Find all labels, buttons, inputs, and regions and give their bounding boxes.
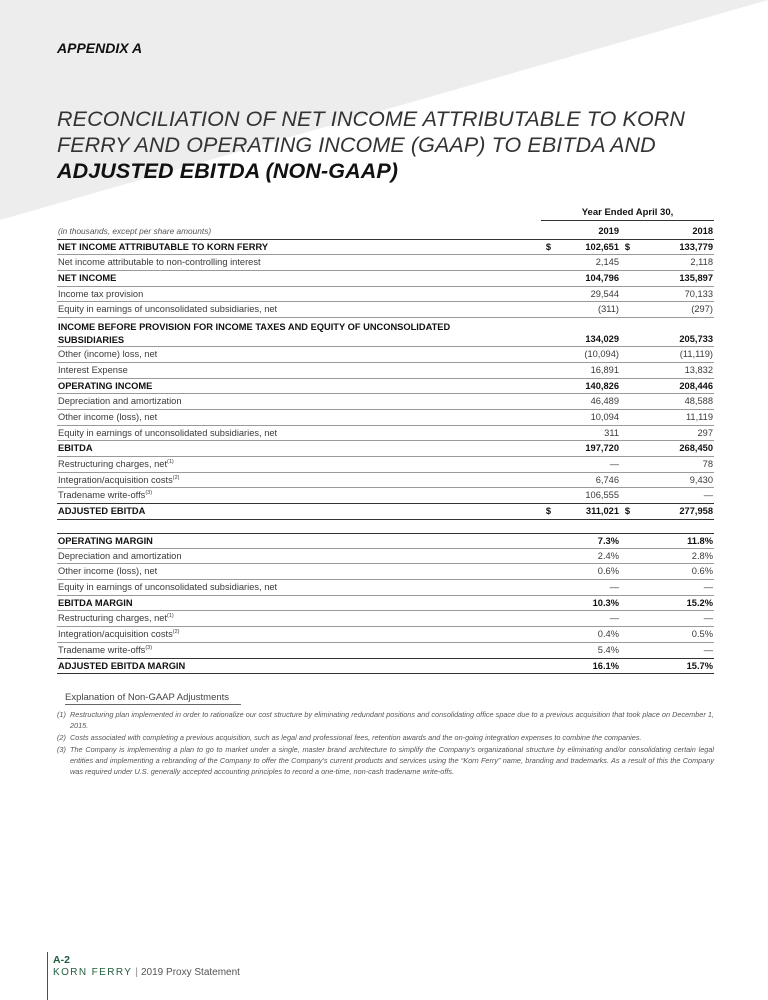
- value-2018: —: [633, 488, 714, 504]
- row-label: [57, 611, 541, 627]
- period-header-rule: [541, 220, 714, 221]
- row-label: Other (income) loss, net: [57, 347, 541, 363]
- value-2018: —: [633, 611, 714, 627]
- row-label: [57, 457, 541, 473]
- footnote-ref: (2): [172, 629, 180, 636]
- footnote-ref: (3): [145, 490, 153, 497]
- row-label: OPERATING INCOME: [57, 379, 541, 395]
- row-label: [57, 318, 541, 347]
- value-2019: 0.4%: [554, 627, 620, 643]
- footnote: [57, 709, 714, 731]
- currency-symbol: $: [541, 240, 554, 256]
- row-label: Depreciation and amortization: [57, 549, 541, 565]
- row-label: Net income attributable to non-controlling interest: [57, 255, 541, 271]
- row-label: EBITDA: [57, 441, 541, 457]
- value-2019: 2.4%: [554, 549, 620, 565]
- footnote-number: (3): [57, 745, 66, 754]
- row-label: OPERATING MARGIN: [57, 533, 541, 549]
- row-label: NET INCOME ATTRIBUTABLE TO KORN FERRY: [57, 240, 541, 256]
- value-2018: 133,779: [633, 240, 714, 256]
- row-label: NET INCOME: [57, 271, 541, 287]
- column-header-2019: 2019: [554, 224, 620, 240]
- value-2018: 13,832: [633, 363, 714, 379]
- value-2019: 16.1%: [554, 659, 620, 675]
- title-line-2: FERRY AND OPERATING INCOME (GAAP) TO EBITDA AND: [57, 133, 656, 157]
- value-2019: 197,720: [554, 441, 620, 457]
- value-2018: 0.5%: [633, 627, 714, 643]
- value-2018: 268,450: [633, 441, 714, 457]
- footnote-number: (2): [57, 733, 66, 742]
- footnote: [57, 744, 714, 777]
- row-label-text: Integration/acquisition costs: [58, 629, 173, 640]
- footer-rule: [47, 952, 48, 1000]
- row-label-text: Tradename write-offs: [58, 490, 146, 501]
- title-line-1: RECONCILIATION OF NET INCOME ATTRIBUTABLE TO KORN: [57, 107, 686, 131]
- value-2018: (297): [633, 302, 714, 318]
- value-2019: 104,796: [554, 271, 620, 287]
- row-label-text: Restructuring charges, net: [58, 613, 168, 624]
- value-2019: (10,094): [554, 347, 620, 363]
- margin-table: [57, 533, 714, 674]
- units-note: (in thousands, except per share amounts): [57, 224, 541, 240]
- value-2019: 46,489: [554, 394, 620, 410]
- currency-symbol: $: [541, 504, 554, 520]
- footnote-ref: (3): [145, 644, 153, 651]
- row-label-line-1: INCOME BEFORE PROVISION FOR INCOME TAXES AND EQUITY OF UNCONSOLIDATED: [58, 322, 451, 333]
- company-name: KORN FERRY: [53, 967, 133, 978]
- value-2018: 11.8%: [633, 533, 714, 549]
- notes-heading: Explanation of Non-GAAP Adjustments: [65, 692, 241, 705]
- value-2019: 311: [554, 426, 620, 442]
- row-label: [57, 473, 541, 489]
- footnote-ref: (2): [172, 474, 180, 481]
- reconciliation-table: [57, 224, 714, 520]
- document-name: 2019 Proxy Statement: [141, 967, 240, 978]
- footnote-ref: (1): [167, 458, 174, 465]
- row-label-text: Integration/acquisition costs: [58, 474, 173, 485]
- value-2018: 70,133: [633, 287, 714, 303]
- value-2019: 7.3%: [554, 533, 620, 549]
- value-2019: 106,555: [554, 488, 620, 504]
- page-title: [57, 106, 727, 184]
- footnote: [57, 732, 714, 743]
- row-label: Equity in earnings of unconsolidated subsidiaries, net: [57, 426, 541, 442]
- value-2019: 16,891: [554, 363, 620, 379]
- value-2018: —: [633, 580, 714, 596]
- appendix-label: APPENDIX A: [57, 40, 143, 56]
- currency-symbol: $: [620, 504, 633, 520]
- value-2019: 5.4%: [554, 643, 620, 659]
- footnotes: [57, 709, 714, 778]
- row-label-line-2: SUBSIDIARIES: [58, 334, 125, 345]
- value-2018: 15.2%: [633, 596, 714, 612]
- footer-branding: [53, 967, 240, 978]
- value-2018: 15.7%: [633, 659, 714, 675]
- currency-symbol: $: [620, 240, 633, 256]
- row-label: Other income (loss), net: [57, 564, 541, 580]
- value-2019: 102,651: [554, 240, 620, 256]
- value-2018: 205,733: [633, 318, 714, 347]
- value-2019: 0.6%: [554, 564, 620, 580]
- value-2018: 78: [633, 457, 714, 473]
- footnote-ref: (1): [167, 613, 174, 620]
- row-label: Other income (loss), net: [57, 410, 541, 426]
- row-label: [57, 488, 541, 504]
- footnote-text: The Company is implementing a plan to go to market under a single, master brand architecture to simplify the Company’s organizational structure by eliminating and/or consolidating certain legal entities and implementing a rebranding of the Company to offer the Company’s current products and services using the “Korn Ferry” name, branding and trademarks. As a result of this the Company was required under U.S. generally accepted accounting principles to record a one-time, non-cash tradename write-offs.: [70, 745, 714, 776]
- value-2018: 48,588: [633, 394, 714, 410]
- value-2018: 0.6%: [633, 564, 714, 580]
- row-label: [57, 643, 541, 659]
- value-2018: (11,119): [633, 347, 714, 363]
- row-label: Interest Expense: [57, 363, 541, 379]
- value-2019: 140,826: [554, 379, 620, 395]
- value-2019: 10,094: [554, 410, 620, 426]
- value-2018: 9,430: [633, 473, 714, 489]
- value-2018: 208,446: [633, 379, 714, 395]
- value-2019: 311,021: [554, 504, 620, 520]
- column-header-2018: 2018: [633, 224, 714, 240]
- row-label: Equity in earnings of unconsolidated subsidiaries, net: [57, 302, 541, 318]
- value-2019: 29,544: [554, 287, 620, 303]
- row-label-text: Restructuring charges, net: [58, 458, 168, 469]
- value-2018: 277,958: [633, 504, 714, 520]
- value-2019: 134,029: [554, 318, 620, 347]
- value-2018: 297: [633, 426, 714, 442]
- row-label: Equity in earnings of unconsolidated subsidiaries, net: [57, 580, 541, 596]
- value-2018: —: [633, 643, 714, 659]
- row-label: EBITDA MARGIN: [57, 596, 541, 612]
- row-label: [57, 627, 541, 643]
- value-2019: —: [554, 611, 620, 627]
- value-2018: 2.8%: [633, 549, 714, 565]
- value-2018: 2,118: [633, 255, 714, 271]
- value-2018: 135,897: [633, 271, 714, 287]
- page-number: A-2: [53, 954, 70, 966]
- value-2019: (311): [554, 302, 620, 318]
- title-line-3: ADJUSTED EBITDA (NON-GAAP): [57, 159, 399, 183]
- value-2019: 6,746: [554, 473, 620, 489]
- row-label: Depreciation and amortization: [57, 394, 541, 410]
- footnote-text: Costs associated with completing a previous acquisition, such as legal and professional fees, retention awards and the on-going integration expenses to combine the companies.: [70, 733, 642, 742]
- footnote-text: Restructuring plan implemented in order to rationalize our cost structure by eliminating redundant positions and consolidating office space due to a previous acquisition that took place on December 1, 2015.: [70, 710, 714, 730]
- footnote-number: (1): [57, 710, 66, 719]
- row-label: Income tax provision: [57, 287, 541, 303]
- value-2019: 10.3%: [554, 596, 620, 612]
- value-2019: 2,145: [554, 255, 620, 271]
- period-header: Year Ended April 30,: [581, 207, 674, 218]
- value-2018: 11,119: [633, 410, 714, 426]
- footer-separator: |: [135, 967, 138, 978]
- value-2019: —: [554, 457, 620, 473]
- row-label: ADJUSTED EBITDA MARGIN: [57, 659, 541, 675]
- row-label-text: Tradename write-offs: [58, 644, 146, 655]
- value-2019: —: [554, 580, 620, 596]
- row-label: ADJUSTED EBITDA: [57, 504, 541, 520]
